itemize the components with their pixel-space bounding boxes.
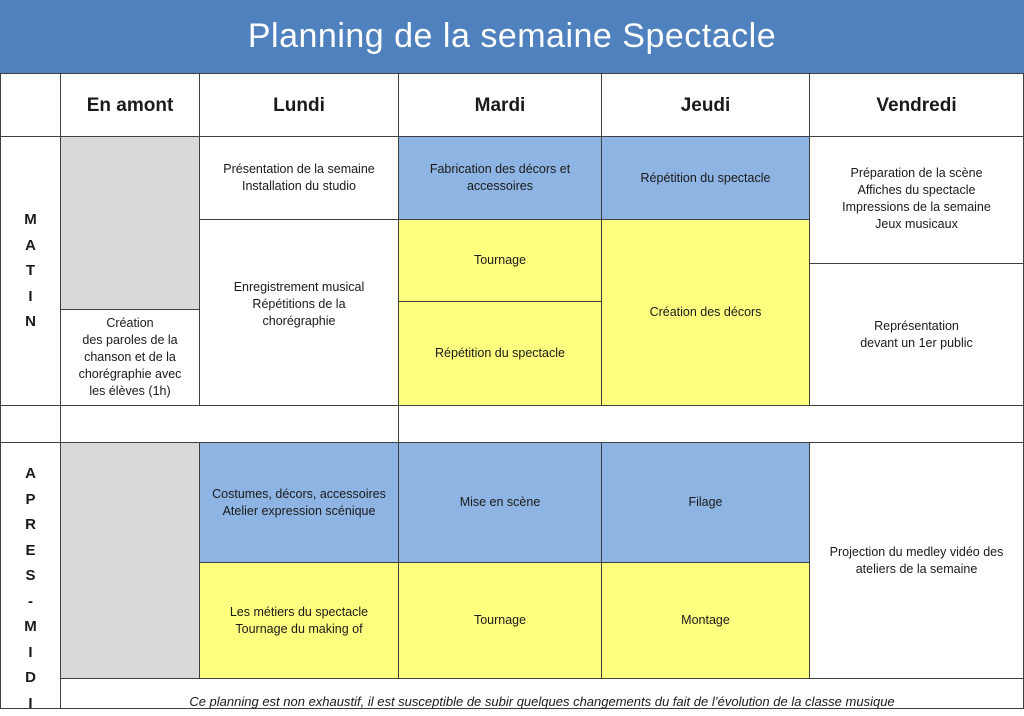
label-apres-midi: A P R E S - M I D I bbox=[0, 442, 61, 709]
apres-midi-en-amont-empty bbox=[60, 442, 200, 679]
corner-cell bbox=[0, 73, 61, 137]
label-matin: M A T I N bbox=[0, 136, 61, 406]
page-title: Planning de la semaine Spectacle bbox=[0, 0, 1024, 74]
apres-midi-vendredi-projection: Projection du medley vidéo des ateliers de la semaine bbox=[809, 442, 1024, 679]
apres-midi-mardi-mise-en-scene: Mise en scène bbox=[398, 442, 602, 563]
separator-label bbox=[0, 405, 61, 443]
matin-jeudi-repetition: Répétition du spectacle bbox=[601, 136, 810, 220]
header-jeudi: Jeudi bbox=[601, 73, 810, 137]
apres-midi-lundi-costumes: Costumes, décors, accessoires Atelier expression scénique bbox=[199, 442, 399, 563]
apres-midi-mardi-tournage: Tournage bbox=[398, 562, 602, 679]
matin-mardi-fabrication: Fabrication des décors et accessoires bbox=[398, 136, 602, 220]
separator-right bbox=[398, 405, 1024, 443]
matin-en-amont-empty bbox=[60, 136, 200, 310]
matin-jeudi-creation-decors: Création des décors bbox=[601, 219, 810, 406]
matin-mardi-tournage: Tournage bbox=[398, 219, 602, 302]
matin-vendredi-preparation: Préparation de la scène Affiches du spectacle Impressions de la semaine Jeux musicaux bbox=[809, 136, 1024, 264]
apres-midi-lundi-metiers: Les métiers du spectacle Tournage du making of bbox=[199, 562, 399, 679]
matin-lundi-presentation: Présentation de la semaine Installation du studio bbox=[199, 136, 399, 220]
header-en-amont: En amont bbox=[60, 73, 200, 137]
matin-en-amont-creation: Création des paroles de la chanson et de la chorégraphie avec les élèves (1h) bbox=[60, 309, 200, 406]
matin-mardi-repetition: Répétition du spectacle bbox=[398, 301, 602, 406]
separator-left bbox=[60, 405, 399, 443]
apres-midi-jeudi-filage: Filage bbox=[601, 442, 810, 563]
header-vendredi: Vendredi bbox=[809, 73, 1024, 137]
header-mardi: Mardi bbox=[398, 73, 602, 137]
apres-midi-jeudi-montage: Montage bbox=[601, 562, 810, 679]
matin-vendredi-representation: Représentation devant un 1er public bbox=[809, 263, 1024, 406]
matin-lundi-enregistrement: Enregistrement musical Répétitions de la chorégraphie bbox=[199, 219, 399, 406]
header-lundi: Lundi bbox=[199, 73, 399, 137]
footer-note: Ce planning est non exhaustif, il est susceptible de subir quelques changements du fait de l’évolution de la classe musique bbox=[60, 678, 1024, 709]
